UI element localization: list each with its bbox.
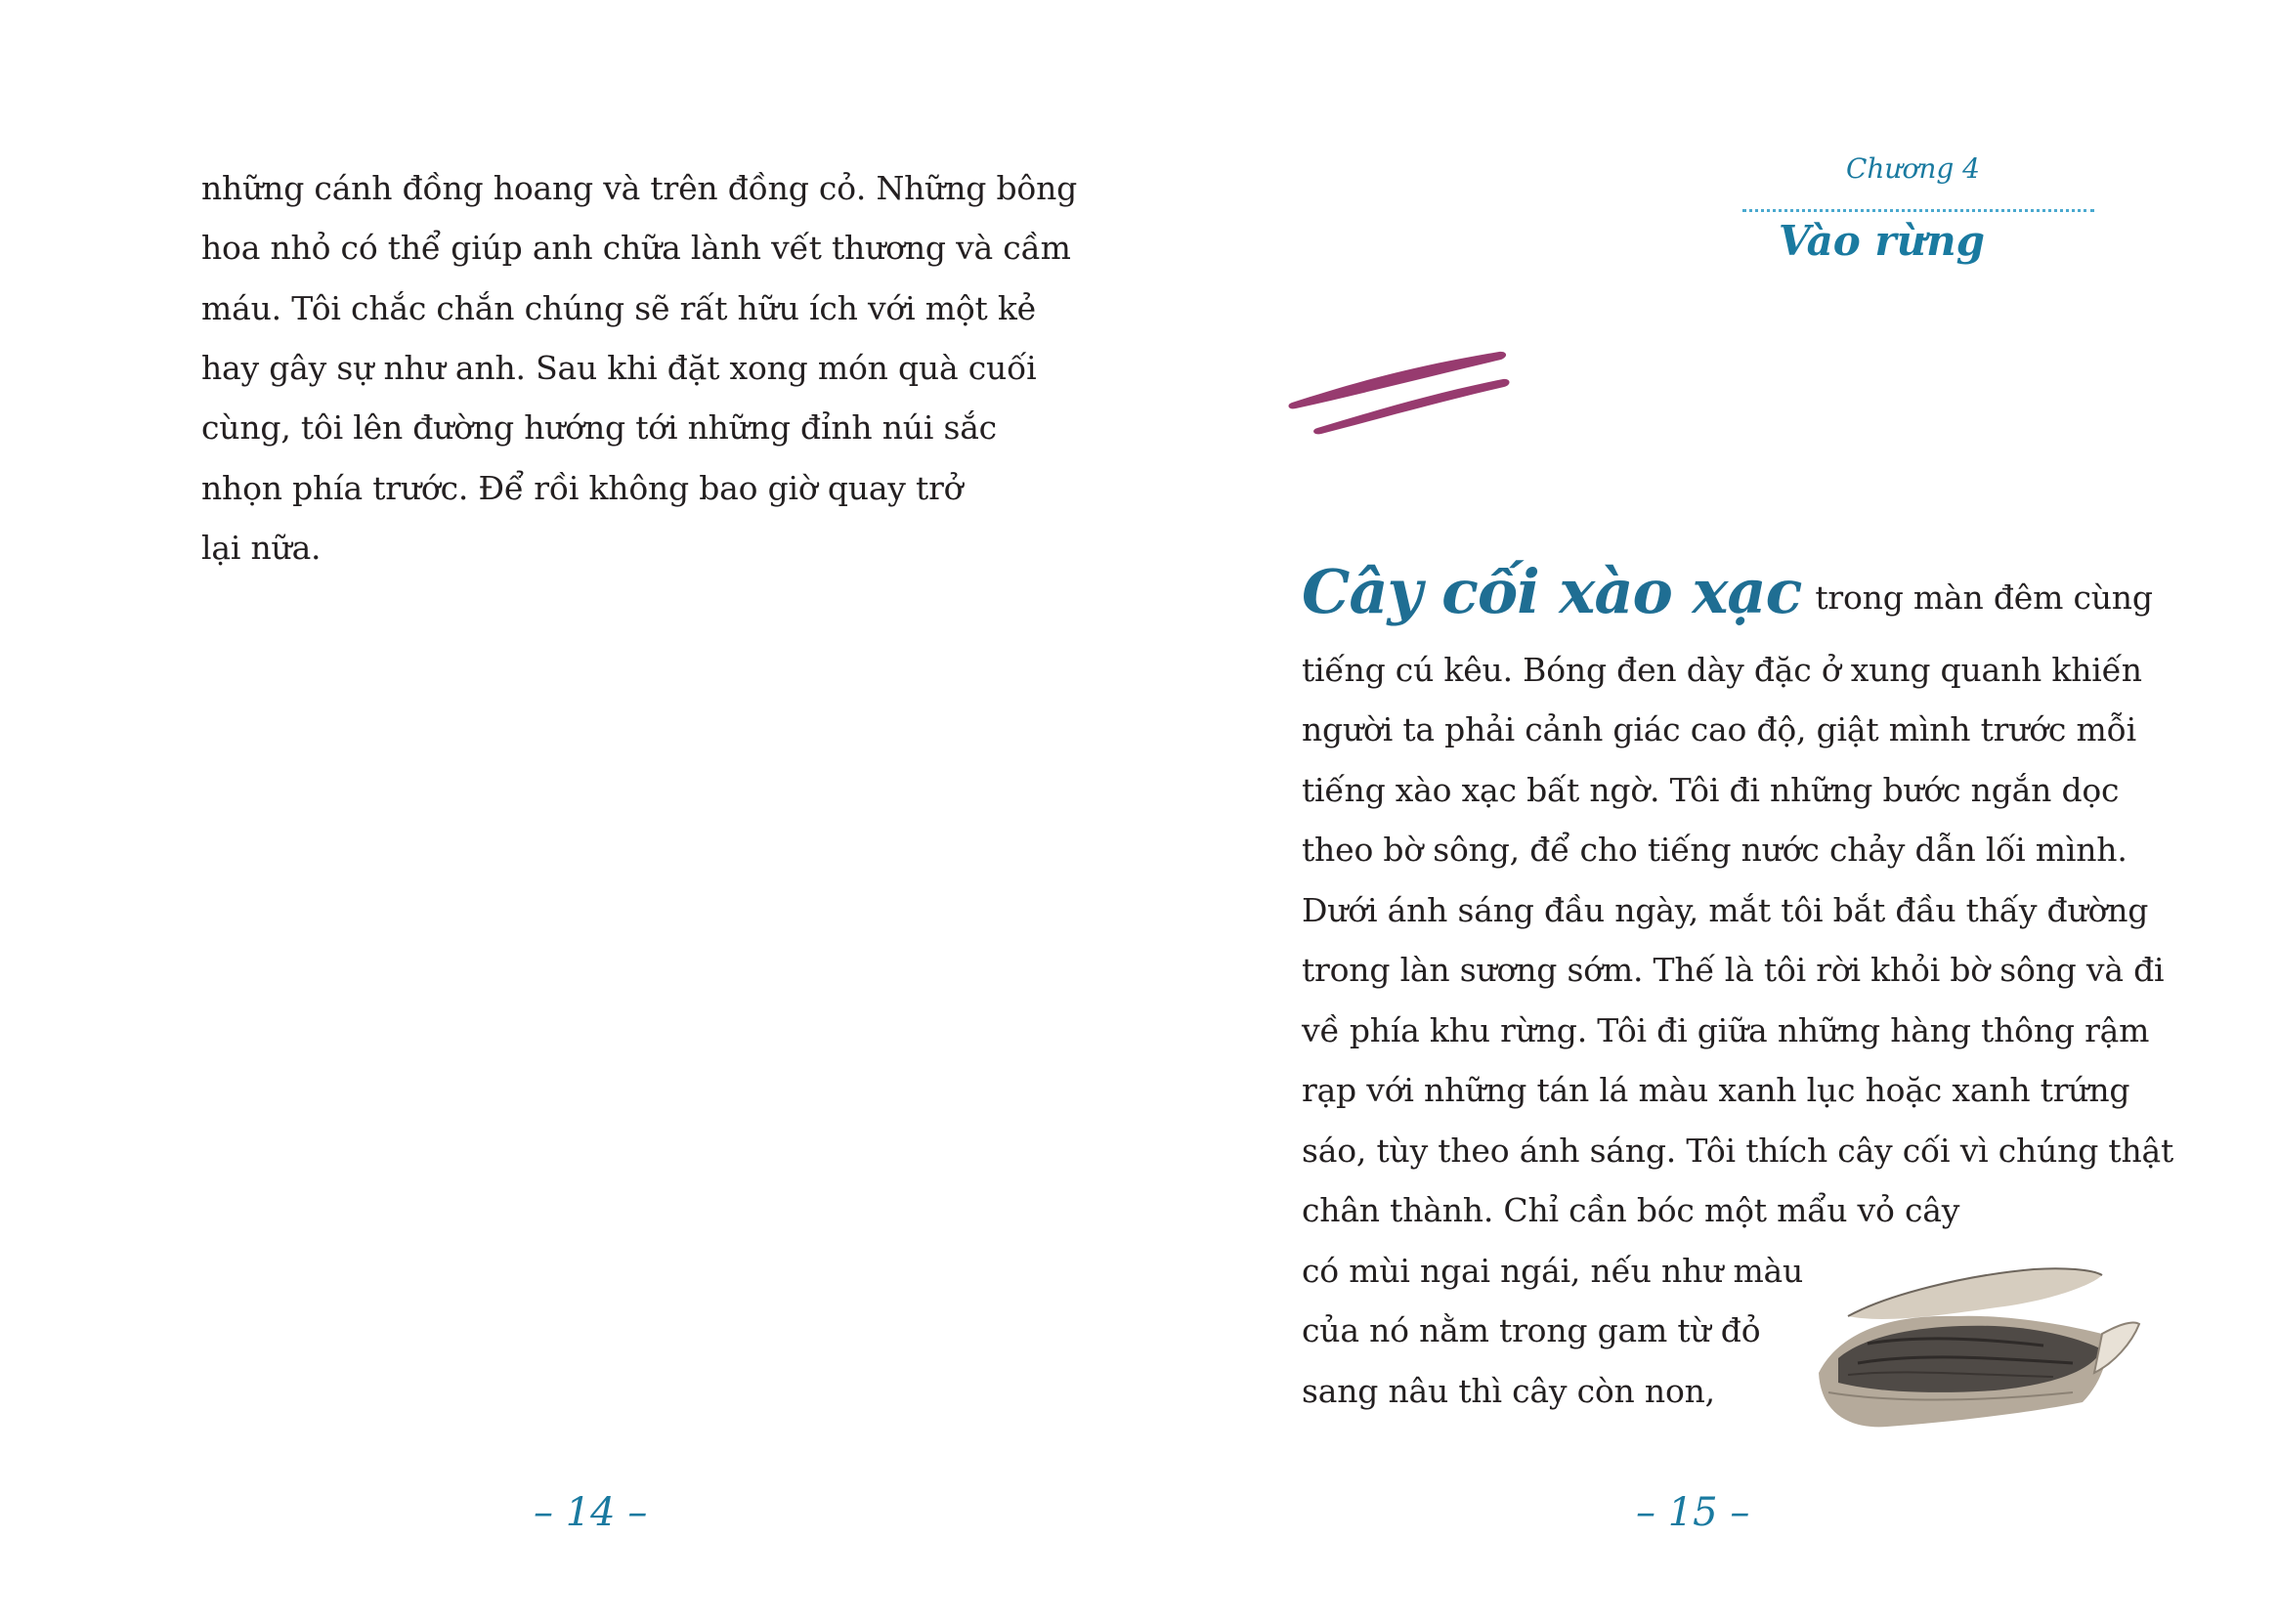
body-text-line: hoa nhỏ có thể giúp anh chữa lành vết thương và cầm — [201, 229, 1071, 267]
chapter-label: Chương 4 — [1845, 152, 1980, 185]
body-text-line — [1302, 556, 2153, 627]
dropcap-heading: Cây cối xào xạc — [1302, 556, 1802, 627]
body-text-line: về phía khu rừng. Tôi đi giữa những hàng thông rậm — [1302, 1011, 2150, 1049]
body-text-line: sáo, tùy theo ánh sáng. Tôi thích cây cối vì chúng thật — [1302, 1132, 2174, 1170]
body-text-line: người ta phải cảnh giác cao độ, giật mình trước mỗi — [1302, 710, 2136, 748]
body-text-line: tiếng cú kêu. Bóng đen dày đặc ở xung quanh khiến — [1302, 651, 2142, 689]
chapter-title: Vào rừng — [1778, 217, 1985, 265]
body-text-line: trong làn sương sớm. Thế là tôi rời khỏi bờ sông và đi — [1302, 951, 2165, 989]
body-text-line: cùng, tôi lên đường hướng tới những đỉnh núi sắc — [201, 408, 997, 447]
body-text-line: Dưới ánh sáng đầu ngày, mắt tôi bắt đầu thấy đường — [1302, 891, 2149, 929]
body-text-line: máu. Tôi chắc chắn chúng sẽ rất hữu ích với một kẻ — [201, 289, 1036, 327]
body-text-line: hay gây sự như anh. Sau khi đặt xong món quà cuối — [201, 349, 1037, 387]
brush-stroke-icon — [1288, 319, 1513, 436]
body-text-line: chân thành. Chỉ cần bóc một mẩu vỏ cây — [1302, 1191, 1960, 1229]
body-text-line: theo bờ sông, để cho tiếng nước chảy dẫn lối mình. — [1302, 831, 2128, 869]
page-number: – 14 – — [534, 1490, 648, 1535]
first-line-text: trong màn đêm cùng — [1815, 578, 2153, 617]
page-number: – 15 – — [1636, 1490, 1750, 1535]
body-text-line: sang nâu thì cây còn non, — [1302, 1372, 1715, 1410]
right-page — [1139, 0, 2278, 1624]
body-text-line: nhọn phía trước. Để rồi không bao giờ quay trở — [201, 469, 964, 507]
body-text-line: rạp với những tán lá màu xanh lục hoặc xanh trứng — [1302, 1071, 2130, 1109]
body-text-line: có mùi ngai ngái, nếu như màu — [1302, 1252, 1804, 1290]
body-text-line: của nó nằm trong gam từ đỏ — [1302, 1311, 1761, 1349]
chapter-divider — [1742, 209, 2094, 212]
body-text-line: những cánh đồng hoang và trên đồng cỏ. Những bông — [201, 169, 1078, 207]
tree-bark-icon — [1809, 1256, 2141, 1441]
body-text-line: lại nữa. — [201, 529, 322, 567]
body-text-line: tiếng xào xạc bất ngờ. Tôi đi những bước ngắn dọc — [1302, 771, 2120, 809]
